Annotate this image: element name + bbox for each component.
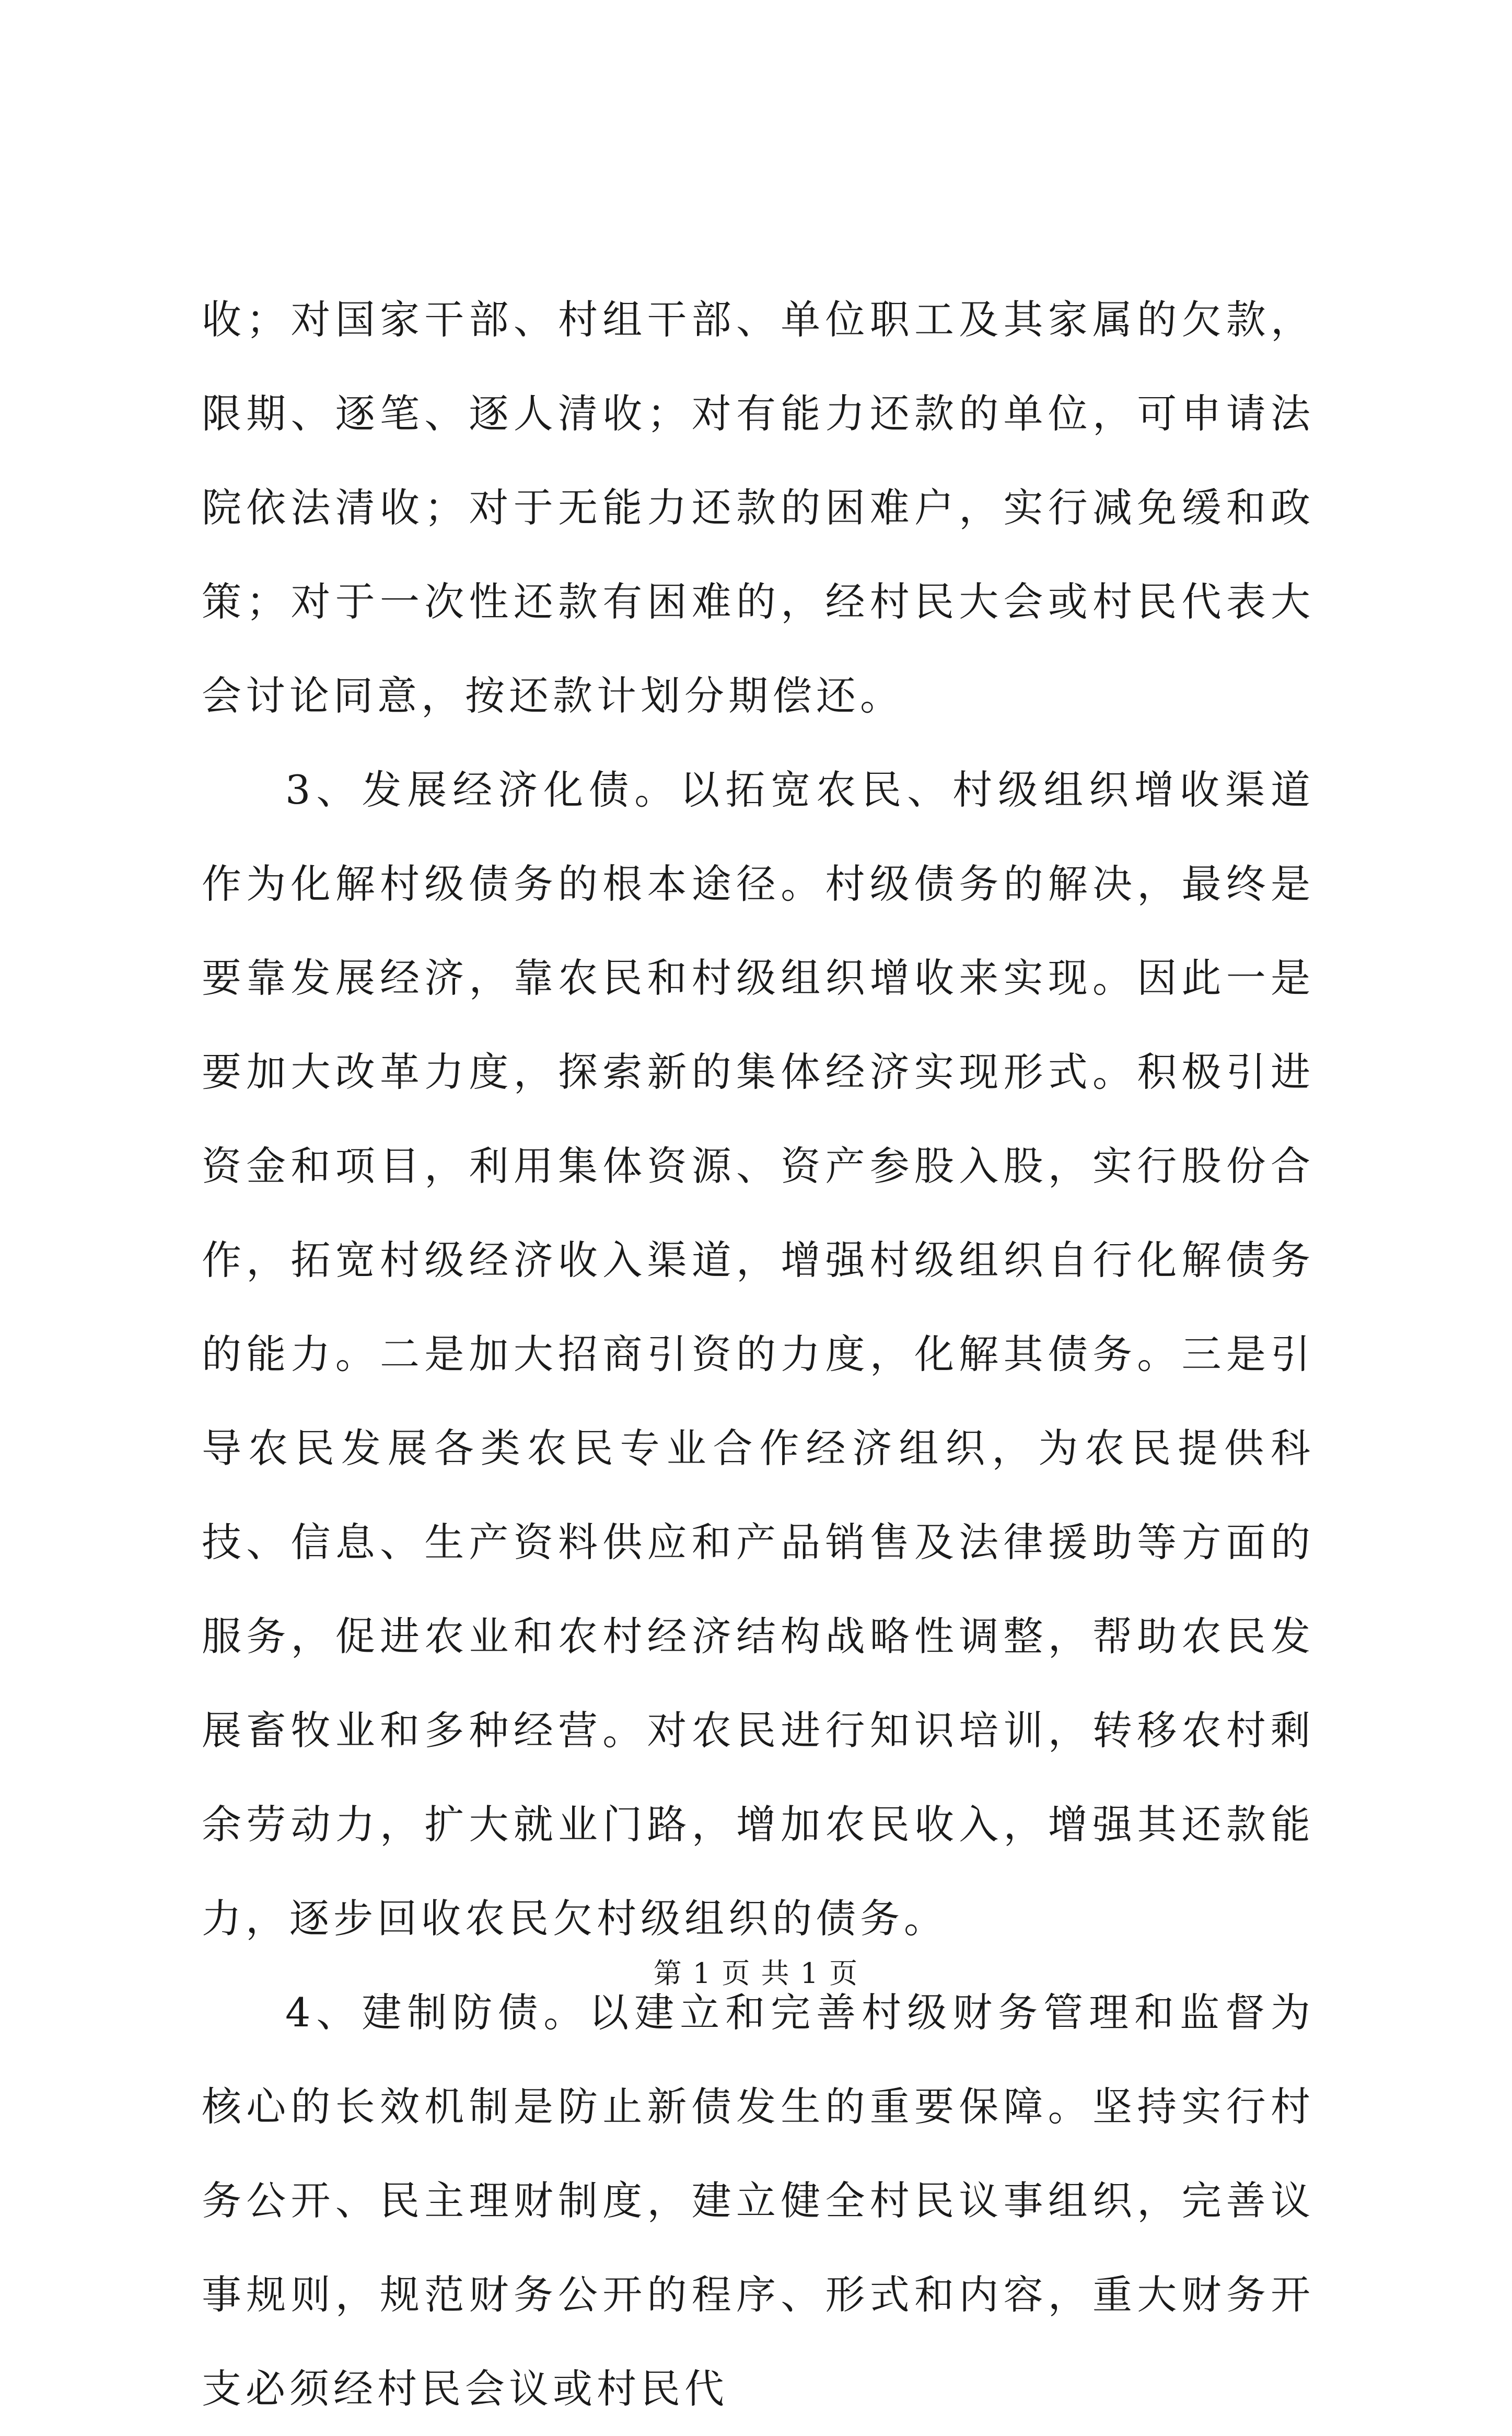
page-number-footer: 第 1 页 共 1 页 — [653, 1957, 859, 1990]
paragraph-develop-economy: 3、发展经济化债。以拓宽农民、村级组织增收渠道作为化解村级债务的根本途径。村级债务的解决，最终是要靠发展经济，靠农民和村级组织增收来实现。因此一是要加大改革力度，探索新的集体经济实现形式。积极引进资金和项目，利用集体资源、资产参股入股，实行股份合作，拓宽村级经济收入渠道，增强村级组织自行化解债务的能力。二是加大招商引资的力度，化解其债务。三是引导农民发展各类农民专业合作经济组织，为农民提供科技、信息、生产资料供应和产品销售及法律援助等方面的服务，促进农业和农村经济结构战略性调整，帮助农民发展畜牧业和多种经营。对农民进行知识培训，转移农村剩余劳动力，扩大就业门路，增加农民收入，增强其还款能力，逐步回收农民欠村级组织的债务。 — [202, 767, 1315, 1942]
paragraph-debt-collection-continued: 收；对国家干部、村组干部、单位职工及其家属的欠款，限期、逐笔、逐人清收；对有能力还款的单位，可申请法院依法清收；对于无能力还款的困难户，实行减免缓和政策；对于一次性还款有困难的，经村民大会或村民代表大会讨论同意，按还款计划分期偿还。 — [202, 296, 1315, 719]
document-body — [202, 273, 1315, 2436]
paragraph-prevent-debt: 4、建制防债。以建立和完善村级财务管理和监督为核心的长效机制是防止新债发生的重要保障。坚持实行村务公开、民主理财制度，建立健全村民议事组织，完善议事规则，规范财务公开的程序、形式和内容，重大财务开支必须经村民会议或村民代 — [202, 1989, 1315, 2412]
